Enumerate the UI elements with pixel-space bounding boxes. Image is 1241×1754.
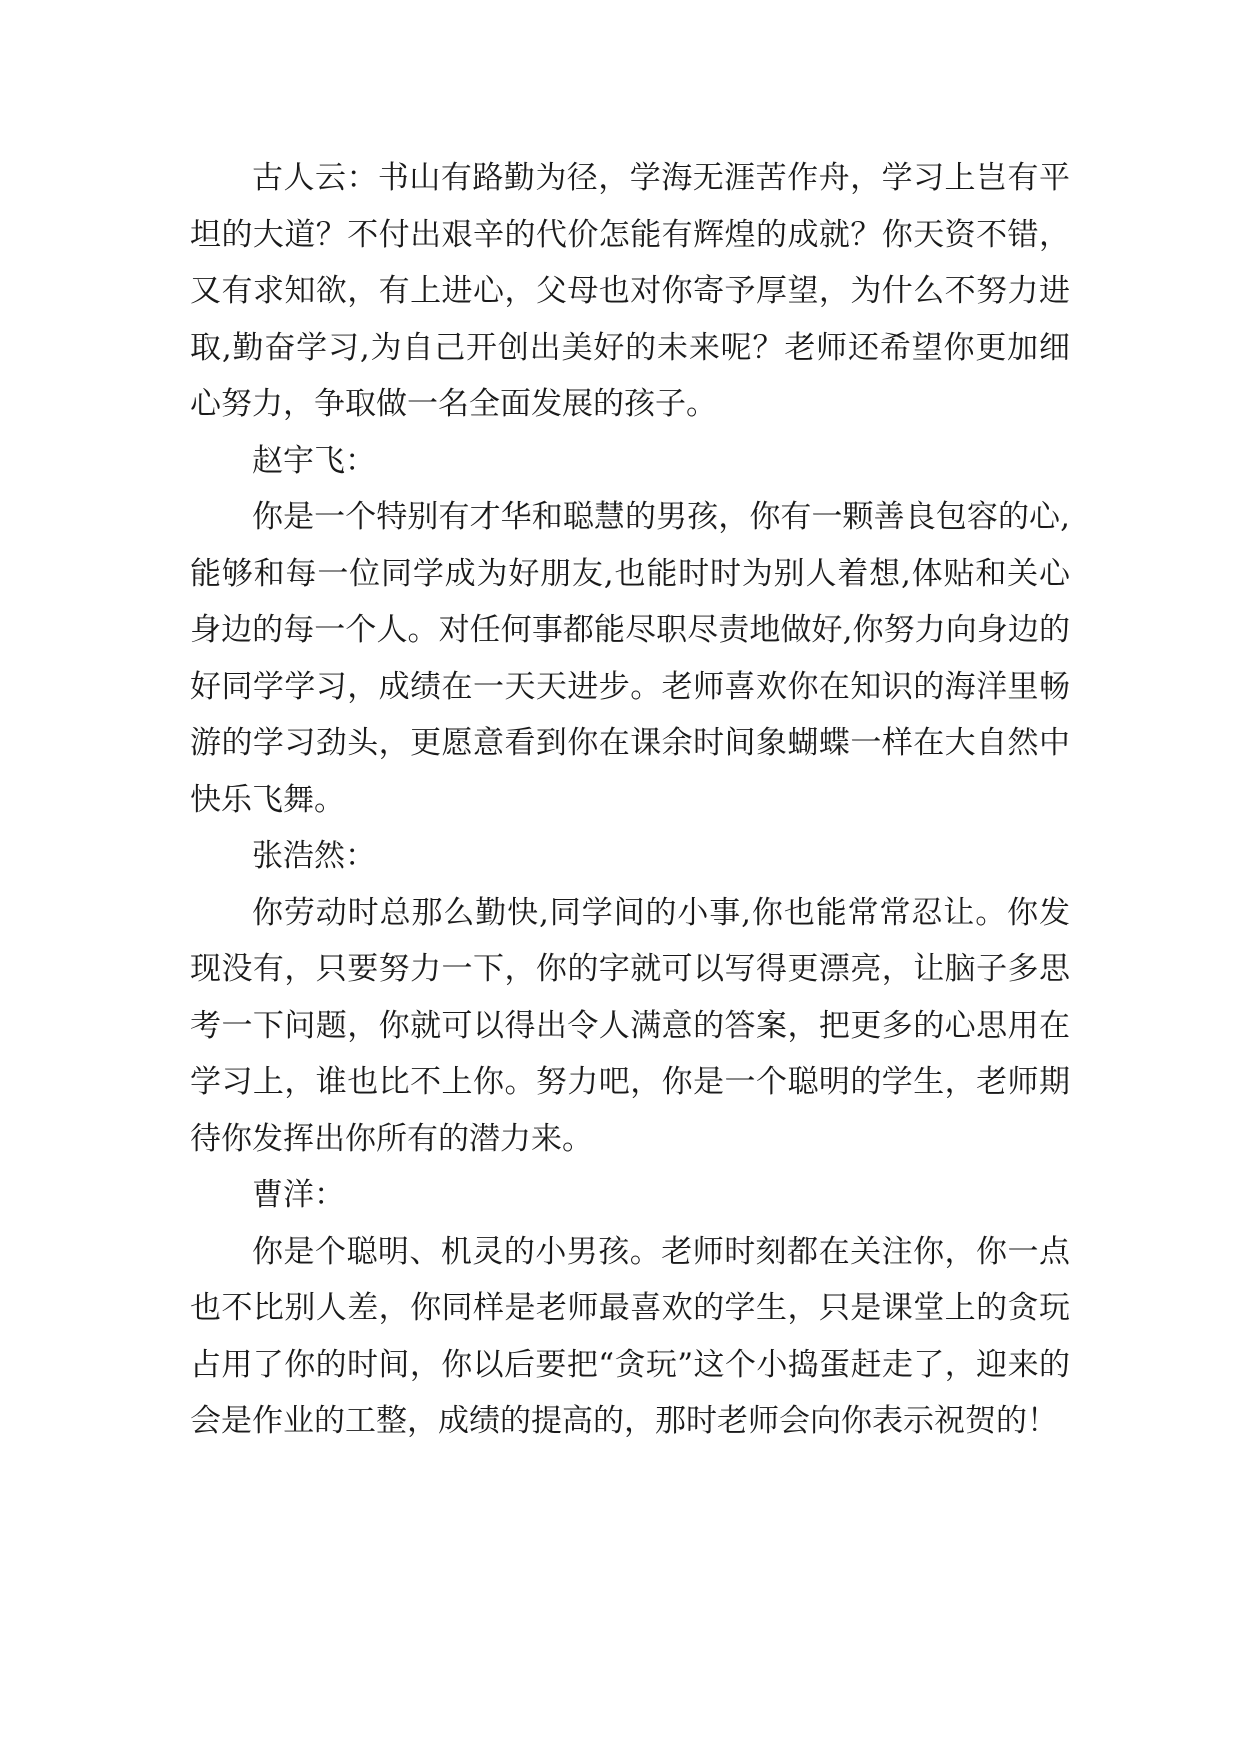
student-name-zhao-yufei: 赵宇飞： — [252, 442, 376, 479]
comment-zhang-haoran: 你劳动时总那么勤快,同学间的小事,你也能常常忍让。你发现没有，只要努力一下，你的字就可以写得更漂亮，让脑子多思考一下问题，你就可以得出令人满意的答案，把更多的心思用在学习上，谁也比不上你。努力吧，你是一个聪明的学生，老师期待你发挥出你所有的潜力来。 — [190, 894, 1070, 1157]
comment-zhao-yufei: 你是一个特别有才华和聪慧的男孩，你有一颗善良包容的心,能够和每一位同学成为好朋友,也能时时为别人着想,体贴和关心身边的每一个人。对任何事都能尽职尽责地做好,你努力向身边的好同学学习，成绩在一天天进步。老师喜欢你在知识的海洋里畅游的学习劲头，更愿意看到你在课余时间象蝴蝶一样在大自然中快乐飞舞。 — [190, 499, 1070, 818]
student-name-cao-yang: 曹洋： — [252, 1177, 345, 1213]
comment-cao-yang: 你是个聪明、机灵的小男孩。老师时刻都在关注你，你一点也不比别人差，你同样是老师最喜欢的学生，只是课堂上的贪玩占用了你的时间，你以后要把“贪玩”这个小捣蛋赶走了，迎来的会是作业的工整，成绩的提高的，那时老师会向你表示祝贺的！ — [190, 1233, 1070, 1439]
paragraph-intro: 古人云：书山有路勤为径，学海无涯苦作舟，学习上岂有平坦的大道？不付出艰辛的代价怎能有辉煌的成就？你天资不错，又有求知欲，有上进心，父母也对你寄予厚望，为什么不努力进取,勤奋学习,为自己开创出美好的未来呢？老师还希望你更加细心努力，争取做一名全面发展的孩子。 — [190, 160, 1070, 422]
document-body — [190, 150, 1070, 1450]
student-name-zhang-haoran: 张浩然： — [252, 838, 376, 874]
